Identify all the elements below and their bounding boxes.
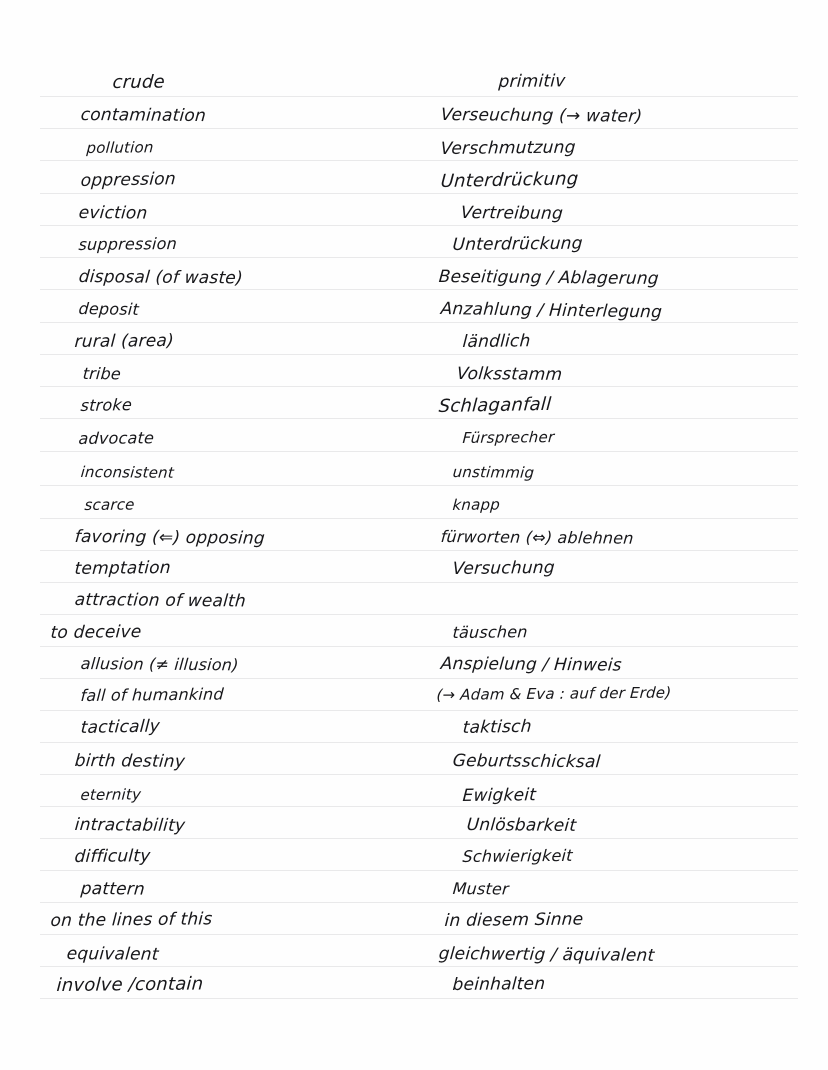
vocab-term-de: in diesem Sinne — [444, 909, 584, 931]
vocab-term-de: unstimmig — [452, 463, 535, 482]
vocab-term-de: Anzahlung / Hinterlegung — [440, 299, 663, 323]
vocab-term-de: taktisch — [462, 716, 533, 738]
vocab-term-en: allusion (≠ illusion) — [80, 654, 240, 675]
vocab-term-de: primitiv — [498, 71, 567, 92]
vocab-term-de: Anspielung / Hinweis — [440, 654, 623, 676]
vocab-term-en: pollution — [86, 138, 155, 157]
vocab-term-en: temptation — [74, 557, 172, 579]
vocab-term-en: to deceive — [50, 622, 143, 643]
vocab-term-de: täuschen — [452, 622, 529, 642]
vocab-term-de: Verschmutzung — [440, 137, 577, 159]
vocab-term-en: contamination — [80, 105, 207, 127]
vocab-term-de: Unterdrückung — [440, 168, 580, 192]
vocab-term-en: stroke — [80, 395, 133, 415]
vocab-term-en: pattern — [80, 879, 146, 900]
vocab-term-en: advocate — [78, 428, 155, 448]
vocab-term-en: inconsistent — [80, 463, 175, 482]
vocab-term-en: on the lines of this — [50, 909, 213, 931]
vocab-term-de: Unlösbarkeit — [466, 815, 578, 836]
vocab-term-de: Geburtsschicksal — [452, 751, 602, 773]
vocab-term-de: ländlich — [462, 331, 532, 352]
vocab-term-de: Beseitigung / Ablagerung — [438, 267, 660, 289]
vocab-term-de: fürworten (⇔) ablehnen — [440, 527, 635, 548]
vocab-term-de: Schwierigkeit — [462, 845, 574, 866]
vocab-term-en: tribe — [82, 364, 122, 384]
vocab-term-en: intractability — [74, 815, 187, 836]
vocab-term-en: crude — [112, 71, 166, 93]
vocab-term-de: Unterdrückung — [452, 233, 584, 255]
vocab-term-en: deposit — [78, 299, 140, 319]
vocab-term-en: birth destiny — [74, 751, 186, 772]
vocab-term-en: tactically — [80, 716, 161, 738]
vocab-term-de: Ewigkeit — [462, 785, 537, 806]
vocab-term-en: rural (area) — [74, 330, 175, 352]
vocab-term-en: favoring (⇐) opposing — [74, 527, 266, 549]
vocab-term-en: eviction — [78, 203, 149, 224]
vocab-term-en: involve /contain — [56, 973, 204, 996]
vocab-term-en: scarce — [84, 495, 136, 514]
vocab-term-de: Versuchung — [452, 557, 556, 579]
vocab-term-en: attraction of wealth — [74, 590, 247, 612]
vocab-term-de: Verseuchung (→ water) — [440, 105, 644, 127]
vocab-term-en: oppression — [80, 169, 177, 191]
vocab-term-de: Schlaganfall — [438, 393, 553, 417]
vocab-term-de: gleichwertig / äquivalent — [438, 944, 656, 966]
vocab-term-de: Fürsprecher — [462, 428, 555, 447]
vocab-term-de: beinhalten — [452, 974, 546, 995]
vocab-term-de: (→ Adam & Eva : auf der Erde) — [436, 683, 672, 704]
vocab-term-de: Muster — [452, 879, 510, 899]
vocab-term-de: Vertreibung — [460, 203, 564, 224]
vocab-term-de: knapp — [452, 495, 501, 514]
vocab-term-en: disposal (of waste) — [78, 267, 244, 289]
vocab-term-de: Volksstamm — [456, 364, 564, 385]
vocab-term-en: fall of humankind — [80, 684, 225, 705]
vocab-term-en: eternity — [80, 785, 142, 804]
vocab-term-en: suppression — [78, 233, 178, 254]
vocab-term-en: equivalent — [66, 944, 160, 965]
vocab-term-en: difficulty — [74, 846, 152, 867]
